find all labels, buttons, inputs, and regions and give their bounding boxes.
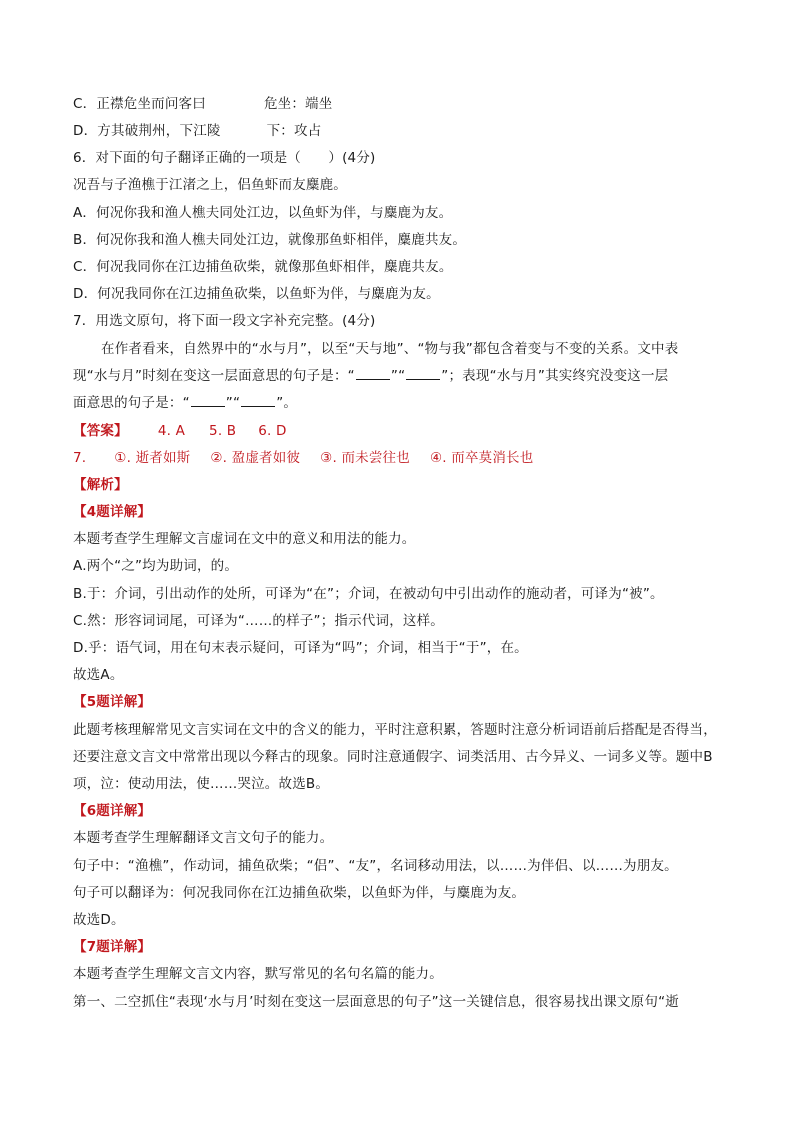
q7-p2-text-c: ”；表现“水与月”其实终究没变这一层: [441, 368, 669, 384]
answer-7-blank-1: ①. 逝者如斯: [114, 450, 191, 466]
q7-p2-text-a: 现“水与月”时刻在变这一层面意思的句子是：“: [73, 368, 355, 384]
detail-5-line-2: 还要注意文言文中常常出现以今释古的现象。同时注意通假字、词类活用、古今异义、一词多义等。题中B: [73, 749, 713, 765]
detail-4-line-6: 故选A。: [73, 667, 124, 683]
answer-7-blank-4: ④. 而卒莫消长也: [429, 450, 534, 466]
detail-7-line-2: 第一、二空抓住“表现‘水与月’时刻在变这一层面意思的句子”这一关键信息，很容易找出课文原句“逝: [73, 994, 679, 1010]
detail-6-line-4: 故选D。: [73, 912, 125, 928]
option-d-line: [73, 121, 733, 141]
detail-5-line-1: 此题考核理解常见文言实词在文中的含义的能力，平时注意积累，答题时注意分析词语前后搭配是否得当，: [73, 722, 717, 738]
answer-7-blank-2: ②. 盈虚者如彼: [210, 450, 301, 466]
detail-5-line-3: 项，泣：使动用法，使……哭泣。故选B。: [73, 776, 330, 792]
detail-4-line-1: 本题考查学生理解文言虚词在文中的意义和用法的能力。: [73, 531, 416, 547]
question-7-stem: 7．用选文原句，将下面一段文字补充完整。(4分): [73, 313, 376, 329]
question-6-option-c: C．何况我同你在江边捕鱼砍柴，就像那鱼虾相伴，麋鹿共友。: [73, 259, 453, 275]
q7-p3-text-a: 面意思的句子是：“: [73, 395, 190, 411]
q7-p3-text-b: ”“: [225, 395, 241, 411]
q7-p3-text-c: ”。: [276, 395, 298, 411]
answer-7-line: [73, 448, 733, 468]
fill-blank-3: [191, 394, 225, 407]
detail-4-label: 【4题详解】: [73, 504, 152, 520]
question-7-paragraph-2: [73, 366, 733, 386]
option-c-text: C．正襟危坐而问客曰: [73, 96, 206, 112]
question-6-sentence: 况吾与子渔樵于江渚之上，侣鱼虾而友麋鹿。: [73, 177, 347, 193]
analysis-label: 【解析】: [73, 477, 128, 493]
fill-blank-1: [356, 367, 390, 380]
option-c-line: [73, 94, 733, 114]
answer-label: 【答案】: [73, 423, 128, 439]
option-c-gloss: 危坐：端坐: [263, 96, 333, 112]
question-6-option-d: D．何况我同你在江边捕鱼砍柴，以鱼虾为伴，与麋鹿为友。: [73, 286, 440, 302]
question-6-option-a: A．何况你我和渔人樵夫同处江边，以鱼虾为伴，与麋鹿为友。: [73, 205, 453, 221]
answer-6: 6. D: [258, 423, 287, 439]
detail-4-line-4: C.然：形容词词尾，可译为“……的样子”；指示代词，这样。: [73, 613, 445, 629]
detail-7-line-1: 本题考查学生理解文言文内容，默写常见的名句名篇的能力。: [73, 966, 443, 982]
option-d-gloss: 下：攻占: [266, 123, 322, 139]
question-7-paragraph-3: [73, 393, 733, 413]
answer-7-blank-3: ③. 而未尝往也: [320, 450, 410, 466]
detail-4-line-2: A.两个“之”均为助词，的。: [73, 558, 239, 574]
answer-4: 4. A: [157, 423, 186, 439]
detail-7-label: 【7题详解】: [73, 939, 152, 955]
question-6-stem: 6．对下面的句子翻译正确的一项是（ ）(4分): [73, 150, 376, 166]
detail-6-line-1: 本题考查学生理解翻译文言文句子的能力。: [73, 830, 334, 846]
question-7-paragraph-1: 在作者看来，自然界中的“水与月”，以至“天与地”、“物与我”都包含着变与不变的关系。文中表: [101, 341, 679, 357]
answer-7-number: 7.: [73, 450, 87, 466]
fill-blank-2: [406, 367, 440, 380]
detail-6-label: 【6题详解】: [73, 803, 152, 819]
detail-5-label: 【5题详解】: [73, 694, 152, 710]
detail-6-line-2: 句子中：“渔樵”，作动词，捕鱼砍柴；“侣”、“友”，名词移动用法，以……为伴侣、以……为朋友。: [73, 858, 678, 874]
detail-4-line-5: D.乎：语气词，用在句末表示疑问，可译为“吗”；介词，相当于“于”，在。: [73, 640, 528, 656]
detail-4-line-3: B.于：介词，引出动作的处所，可译为“在”；介词，在被动句中引出动作的施动者，可译为“被”。: [73, 586, 664, 602]
q7-p2-text-b: ”“: [390, 368, 406, 384]
option-d-text: D．方其破荆州，下江陵: [73, 123, 221, 139]
answer-5: 5. B: [209, 423, 237, 439]
answer-line: [73, 421, 733, 441]
detail-6-line-3: 句子可以翻译为：何况我同你在江边捕鱼砍柴，以鱼虾为伴，与麋鹿为友。: [73, 885, 526, 901]
question-6-option-b: B．何况你我和渔人樵夫同处江边，就像那鱼虾相伴，麋鹿共友。: [73, 232, 467, 248]
fill-blank-4: [241, 394, 275, 407]
